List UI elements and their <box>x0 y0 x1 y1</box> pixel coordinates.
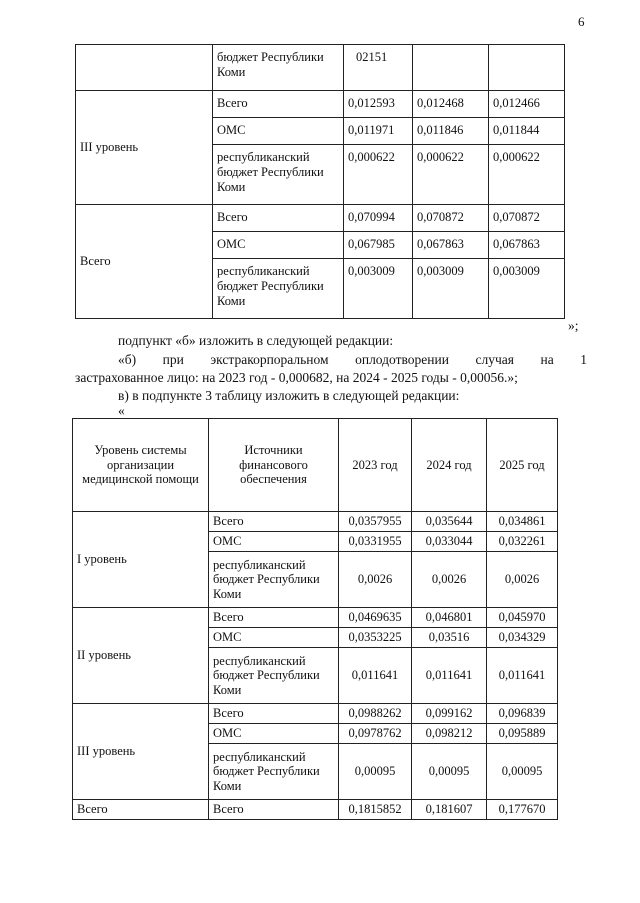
value-cell: 0,0331955 <box>339 532 412 552</box>
value-cell: 0,00095 <box>412 744 487 800</box>
table-row <box>73 704 558 724</box>
header-2025: 2025 год <box>487 419 558 512</box>
value-cell: 0,099162 <box>412 704 487 724</box>
value-cell: 0,034329 <box>487 628 558 648</box>
paragraph-line: «б) при экстракорпоральном оплодотворении случая на 1 <box>118 352 587 367</box>
value-cell: 0,098212 <box>412 724 487 744</box>
closing-quote: »; <box>568 318 579 333</box>
value-cell: 0,011641 <box>412 648 487 704</box>
value-cell: 0,0026 <box>412 552 487 608</box>
source-cell: Всего <box>213 91 344 118</box>
value-cell: 0,011641 <box>487 648 558 704</box>
table-row <box>76 45 565 91</box>
value-cell: 02151 <box>344 45 413 91</box>
level-cell: Всего <box>76 205 213 319</box>
value-cell: 0,0988262 <box>339 704 412 724</box>
source-cell: Всего <box>209 800 339 820</box>
value-cell: 0,067985 <box>344 232 413 259</box>
value-cell: 0,00095 <box>339 744 412 800</box>
value-cell: 0,045970 <box>487 608 558 628</box>
table-row <box>73 608 558 628</box>
source-cell: республиканский бюджет Республики Коми <box>209 744 339 800</box>
value-cell: 0,0026 <box>339 552 412 608</box>
value-cell: 0,012593 <box>344 91 413 118</box>
value-cell: 0,035644 <box>412 512 487 532</box>
level-cell: II уровень <box>73 608 209 704</box>
value-cell: 0,096839 <box>487 704 558 724</box>
value-cell: 0,181607 <box>412 800 487 820</box>
value-cell: 0,003009 <box>344 259 413 319</box>
value-cell: 0,00095 <box>487 744 558 800</box>
value-cell: 0,000622 <box>344 145 413 205</box>
header-2024: 2024 год <box>412 419 487 512</box>
source-cell: республиканский бюджет Республики Коми <box>209 648 339 704</box>
value-cell: 0,0357955 <box>339 512 412 532</box>
value-cell: 0,070872 <box>489 205 565 232</box>
table-row <box>76 205 565 232</box>
value-cell: 0,012468 <box>413 91 489 118</box>
paragraph-line: подпункт «б» изложить в следующей редакции: <box>118 333 394 348</box>
value-cell: 0,003009 <box>489 259 565 319</box>
value-cell <box>489 45 565 91</box>
table-row <box>76 91 565 118</box>
value-cell: 0,070994 <box>344 205 413 232</box>
source-cell: ОМС <box>213 118 344 145</box>
source-cell: Всего <box>209 704 339 724</box>
value-cell: 0,034861 <box>487 512 558 532</box>
value-cell: 0,011846 <box>413 118 489 145</box>
source-cell: Всего <box>209 608 339 628</box>
level-cell: III уровень <box>76 91 213 205</box>
value-cell: 0,000622 <box>489 145 565 205</box>
value-cell: 0,070872 <box>413 205 489 232</box>
header-source: Источники финансового обеспечения <box>209 419 339 512</box>
value-cell: 0,0469635 <box>339 608 412 628</box>
source-cell: Всего <box>213 205 344 232</box>
source-cell: ОМС <box>209 532 339 552</box>
value-cell: 0,067863 <box>413 232 489 259</box>
value-cell: 0,1815852 <box>339 800 412 820</box>
source-cell: ОМС <box>209 724 339 744</box>
value-cell: 0,067863 <box>489 232 565 259</box>
value-cell: 0,095889 <box>487 724 558 744</box>
page-number: 6 <box>578 14 585 29</box>
source-cell: республиканский бюджет Республики Коми <box>213 259 344 319</box>
value-cell: 0,03516 <box>412 628 487 648</box>
value-cell: 0,0026 <box>487 552 558 608</box>
level-cell: I уровень <box>73 512 209 608</box>
financing-table <box>72 418 558 820</box>
value-cell: 0,0978762 <box>339 724 412 744</box>
financing-table-continuation <box>75 44 565 319</box>
value-cell: 0,011844 <box>489 118 565 145</box>
value-cell: 0,033044 <box>412 532 487 552</box>
table-header-row <box>73 419 558 512</box>
header-level: Уровень системы организации медицинской помощи <box>73 419 209 512</box>
level-cell: III уровень <box>73 704 209 800</box>
header-2023: 2023 год <box>339 419 412 512</box>
source-cell: республиканский бюджет Республики Коми <box>209 552 339 608</box>
value-cell: 0,012466 <box>489 91 565 118</box>
paragraph-line: застрахованное лицо: на 2023 год - 0,000682, на 2024 - 2025 годы - 0,00056.»; <box>75 370 518 385</box>
table-row <box>73 800 558 820</box>
level-cell: Всего <box>73 800 209 820</box>
source-cell: республиканский бюджет Республики Коми <box>213 145 344 205</box>
value-cell: 0,0353225 <box>339 628 412 648</box>
table-row <box>73 512 558 532</box>
paragraph-line: в) в подпункте 3 таблицу изложить в следующей редакции: <box>118 388 460 403</box>
value-cell: 0,046801 <box>412 608 487 628</box>
value-cell <box>413 45 489 91</box>
level-cell <box>76 45 213 91</box>
value-cell: 0,032261 <box>487 532 558 552</box>
value-cell: 0,011641 <box>339 648 412 704</box>
source-cell: Всего <box>209 512 339 532</box>
open-quote: « <box>118 403 125 418</box>
value-cell: 0,003009 <box>413 259 489 319</box>
source-cell: бюджет Республики Коми <box>213 45 344 91</box>
source-cell: ОМС <box>209 628 339 648</box>
value-cell: 0,177670 <box>487 800 558 820</box>
value-cell: 0,000622 <box>413 145 489 205</box>
value-cell: 0,011971 <box>344 118 413 145</box>
source-cell: ОМС <box>213 232 344 259</box>
